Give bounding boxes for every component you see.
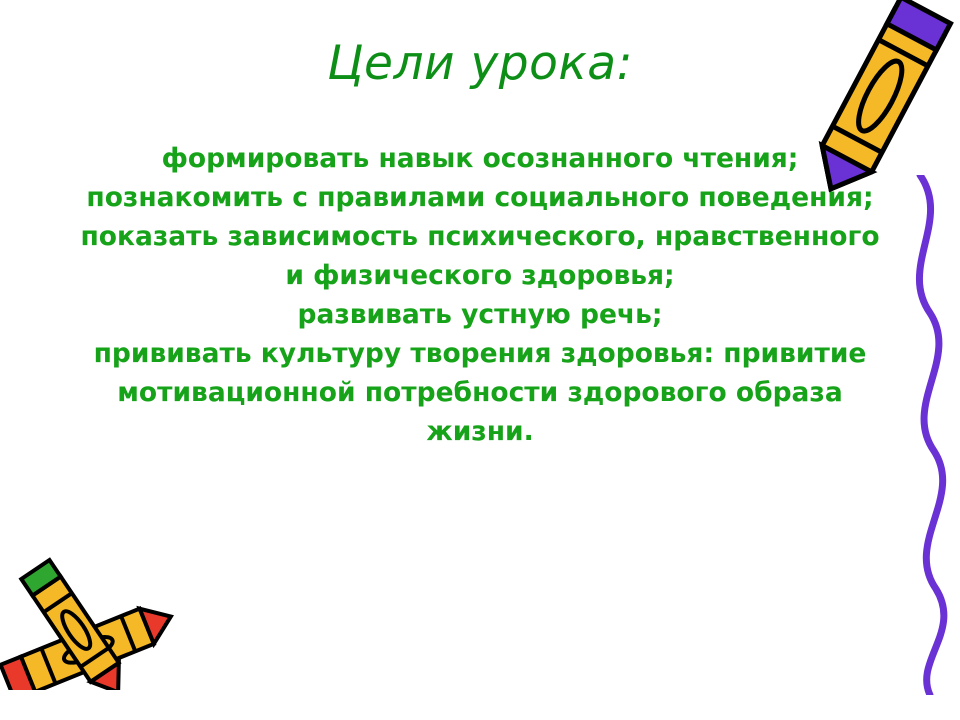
goals-line: формировать навык осознанного чтения; <box>161 143 799 174</box>
goals-line: мотивационной потребности здорового образа <box>117 376 843 408</box>
goals-line: показать зависимость психического, нравственного <box>80 220 880 252</box>
goals-line: жизни. <box>426 415 534 447</box>
purple-squiggle-icon <box>890 175 960 695</box>
goals-line: и физического здоровья; <box>285 259 675 291</box>
goals-line: познакомить с правилами социального поведения; <box>86 181 874 213</box>
goals-line: прививать культуру творения здоровья: привитие <box>93 337 867 369</box>
goals-line: развивать устную речь; <box>297 298 663 330</box>
crayon-bottom-left-icon <box>0 550 220 690</box>
page-title: Цели урока: <box>327 36 633 91</box>
